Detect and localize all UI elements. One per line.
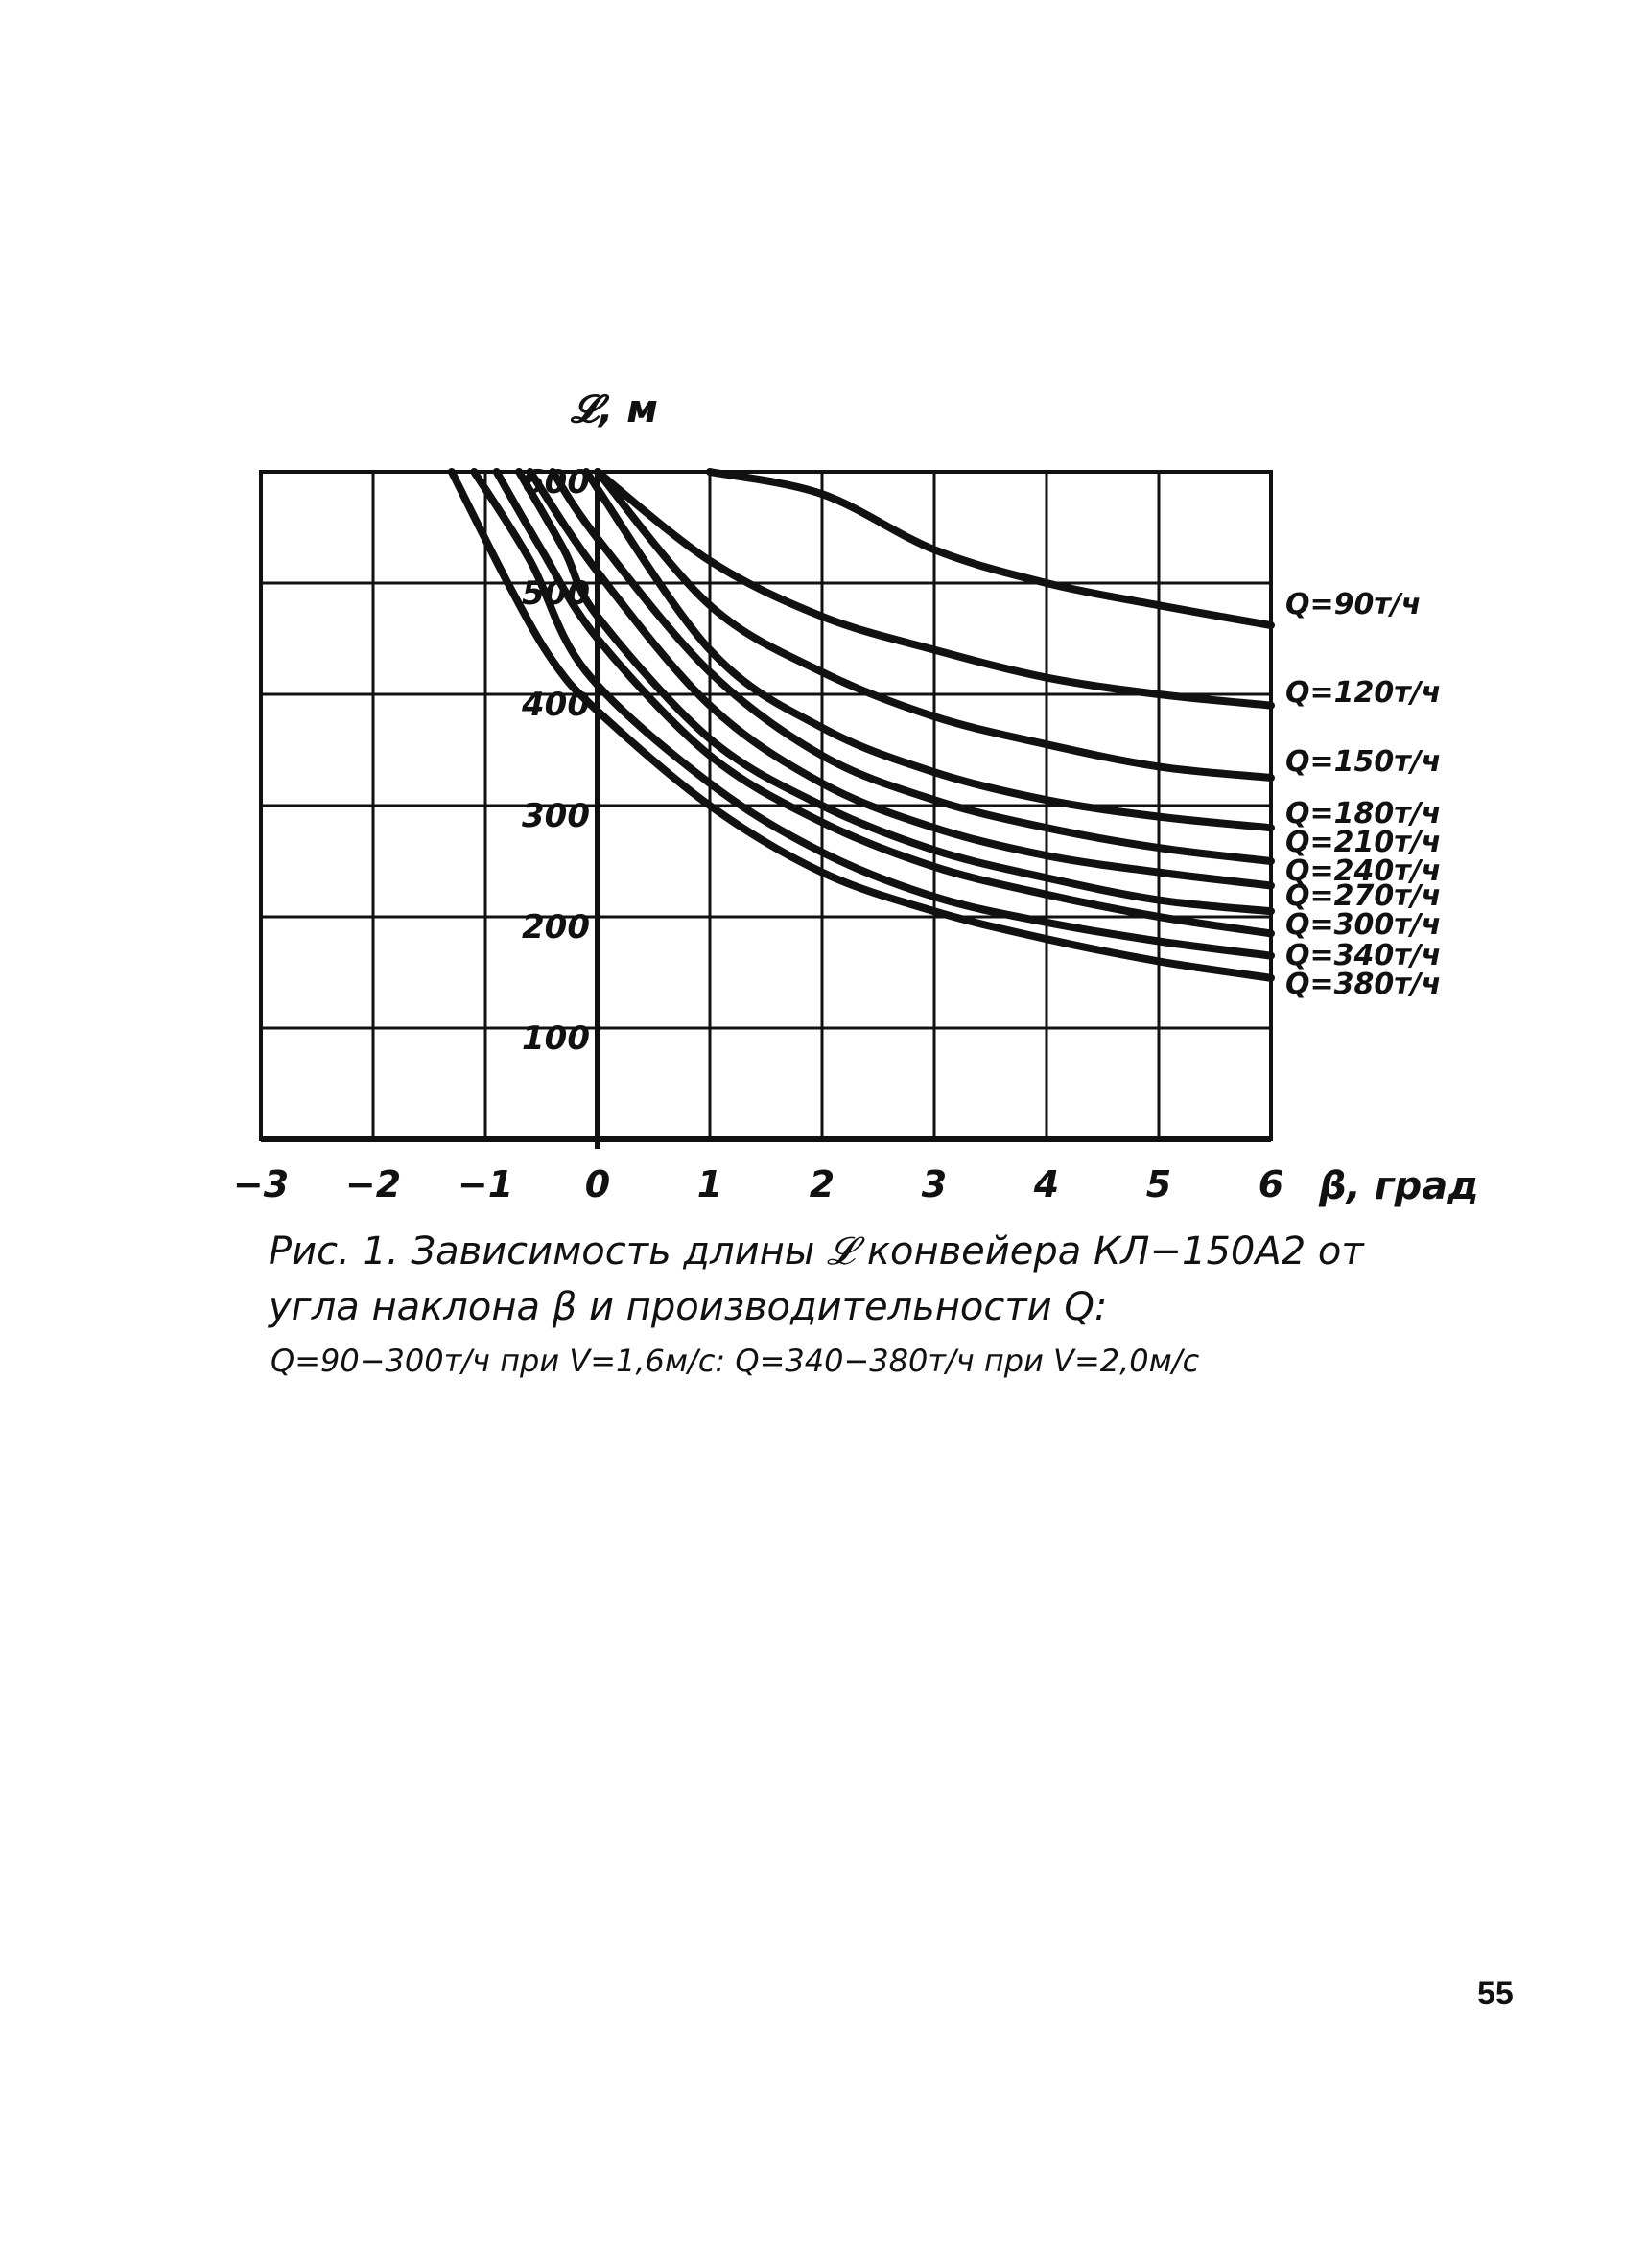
x-tick-label: 1 bbox=[696, 1163, 723, 1205]
y-axis-title: 𝓛, м bbox=[571, 387, 658, 432]
series-label: Q=340т/ч bbox=[1285, 939, 1442, 972]
series-label: Q=180т/ч bbox=[1285, 797, 1442, 830]
series-label: Q=90т/ч bbox=[1285, 588, 1422, 621]
x-tick-label: −2 bbox=[344, 1163, 402, 1205]
x-axis-title: β, град bbox=[1319, 1164, 1479, 1208]
x-tick-label: 6 bbox=[1258, 1163, 1284, 1205]
y-tick-label: 100 bbox=[522, 1019, 590, 1058]
x-tick-label: 5 bbox=[1145, 1163, 1172, 1205]
x-tick-label: 2 bbox=[809, 1163, 835, 1205]
series-label: Q=210т/ч bbox=[1285, 826, 1442, 859]
series-label: Q=380т/ч bbox=[1285, 968, 1442, 1001]
x-tick-label: 0 bbox=[584, 1163, 611, 1205]
caption-line-3: Q=90−300т/ч при V=1,6м/с: Q=340−380т/ч при V=2,0м/с bbox=[271, 1343, 1200, 1379]
series-label: Q=150т/ч bbox=[1285, 745, 1442, 779]
series-label: Q=270т/ч bbox=[1285, 879, 1442, 913]
x-tick-label: 3 bbox=[921, 1163, 948, 1205]
y-tick-label: 600 bbox=[522, 463, 590, 502]
curves bbox=[452, 472, 1271, 978]
caption-line-2: угла наклона β и производительности Q: bbox=[269, 1285, 1108, 1329]
y-tick-label: 400 bbox=[522, 686, 590, 724]
series-label: Q=300т/ч bbox=[1285, 908, 1442, 942]
page-number: 55 bbox=[1477, 1976, 1514, 2012]
x-tick-label: −3 bbox=[232, 1163, 290, 1205]
y-tick-label: 500 bbox=[522, 574, 590, 613]
y-tick-label: 300 bbox=[522, 797, 590, 835]
x-tick-label: 4 bbox=[1033, 1163, 1060, 1205]
grid bbox=[261, 472, 1271, 1139]
caption-line-1: Рис. 1. Зависимость длины 𝓛 конвейера КЛ−150А2 от bbox=[269, 1229, 1364, 1274]
series-line bbox=[474, 472, 1271, 956]
series-line bbox=[553, 472, 1271, 861]
x-tick-label: −1 bbox=[457, 1163, 514, 1205]
series-label: Q=120т/ч bbox=[1285, 676, 1442, 710]
series-label: Q=240т/ч bbox=[1285, 854, 1442, 888]
y-tick-label: 200 bbox=[522, 908, 590, 947]
